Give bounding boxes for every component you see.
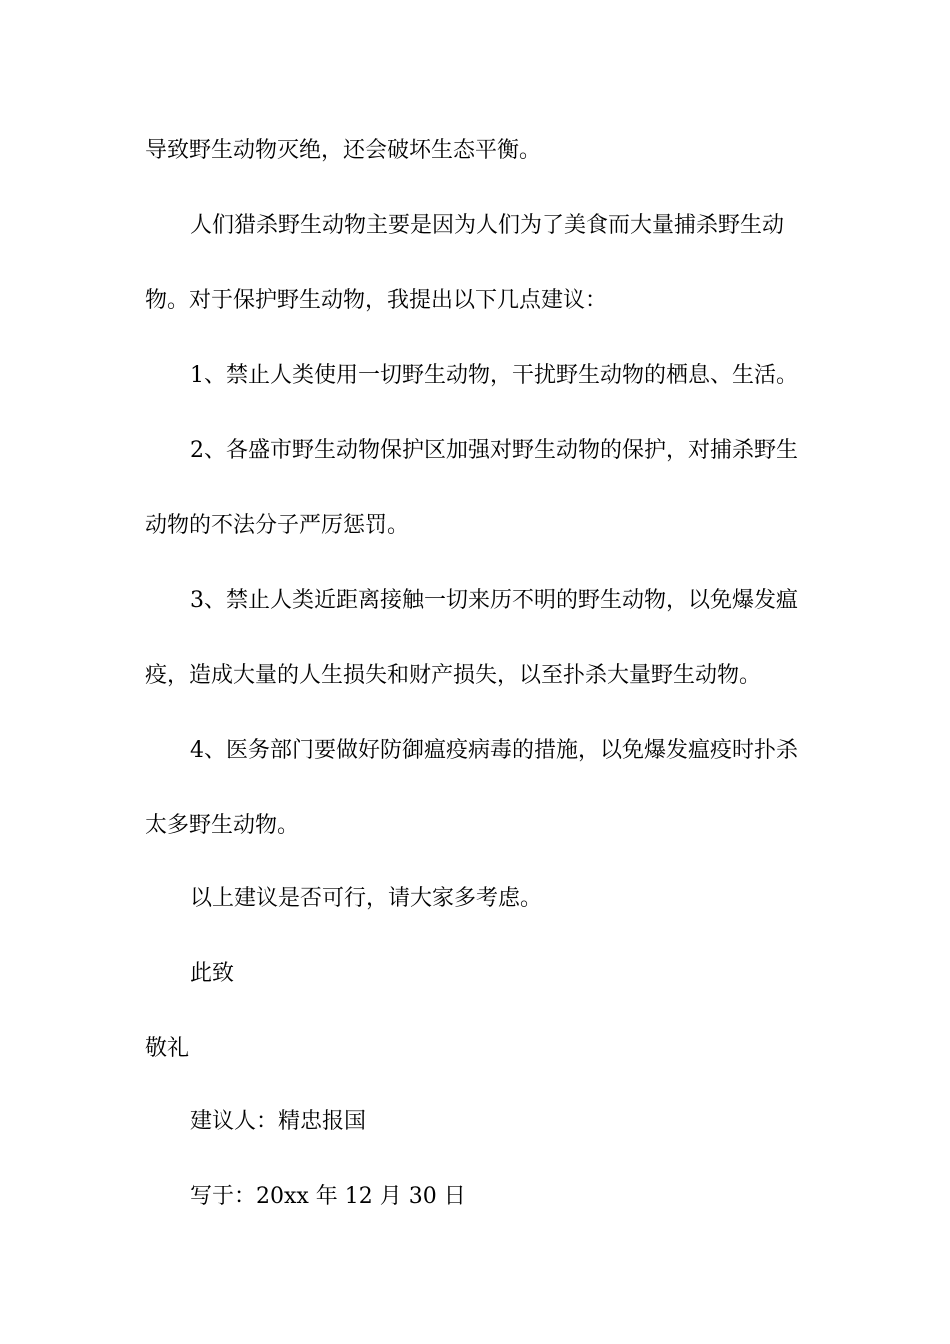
suggestion-2-line-1: 2、各盛市野生动物保护区加强对野生动物的保护，对捕杀野生 [190, 438, 798, 463]
signature-author: 建议人：精忠报国 [190, 1109, 367, 1134]
salutation-cizhi: 此致 [190, 961, 235, 986]
suggestion-3-line-1: 3、禁止人类近距离接触一切来历不明的野生动物，以免爆发瘟 [190, 588, 798, 613]
salutation-jingli: 敬礼 [145, 1036, 190, 1061]
signature-date: 写于：20xx 年 12 月 30 日 [190, 1184, 466, 1209]
suggestion-4-line-1: 4、医务部门要做好防御瘟疫病毒的措施，以免爆发瘟疫时扑杀 [190, 738, 798, 763]
suggestion-1-line-1: 1、禁止人类使用一切野生动物，干扰野生动物的栖息、生活。 [190, 363, 798, 388]
paragraph-reason-line-1: 人们猎杀野生动物主要是因为人们为了美食而大量捕杀野生动 [190, 213, 785, 238]
paragraph-reason-line-2: 物。对于保护野生动物，我提出以下几点建议： [145, 288, 608, 313]
suggestion-2-line-2: 动物的不法分子严厉惩罚。 [145, 513, 410, 538]
paragraph-continuation-line: 导致野生动物灭绝，还会破坏生态平衡。 [145, 138, 542, 163]
closing-remark: 以上建议是否可行，请大家多考虑。 [190, 886, 543, 911]
suggestion-3-line-2: 疫，造成大量的人生损失和财产损失，以至扑杀大量野生动物。 [145, 663, 762, 688]
suggestion-4-line-2: 太多野生动物。 [145, 813, 300, 838]
